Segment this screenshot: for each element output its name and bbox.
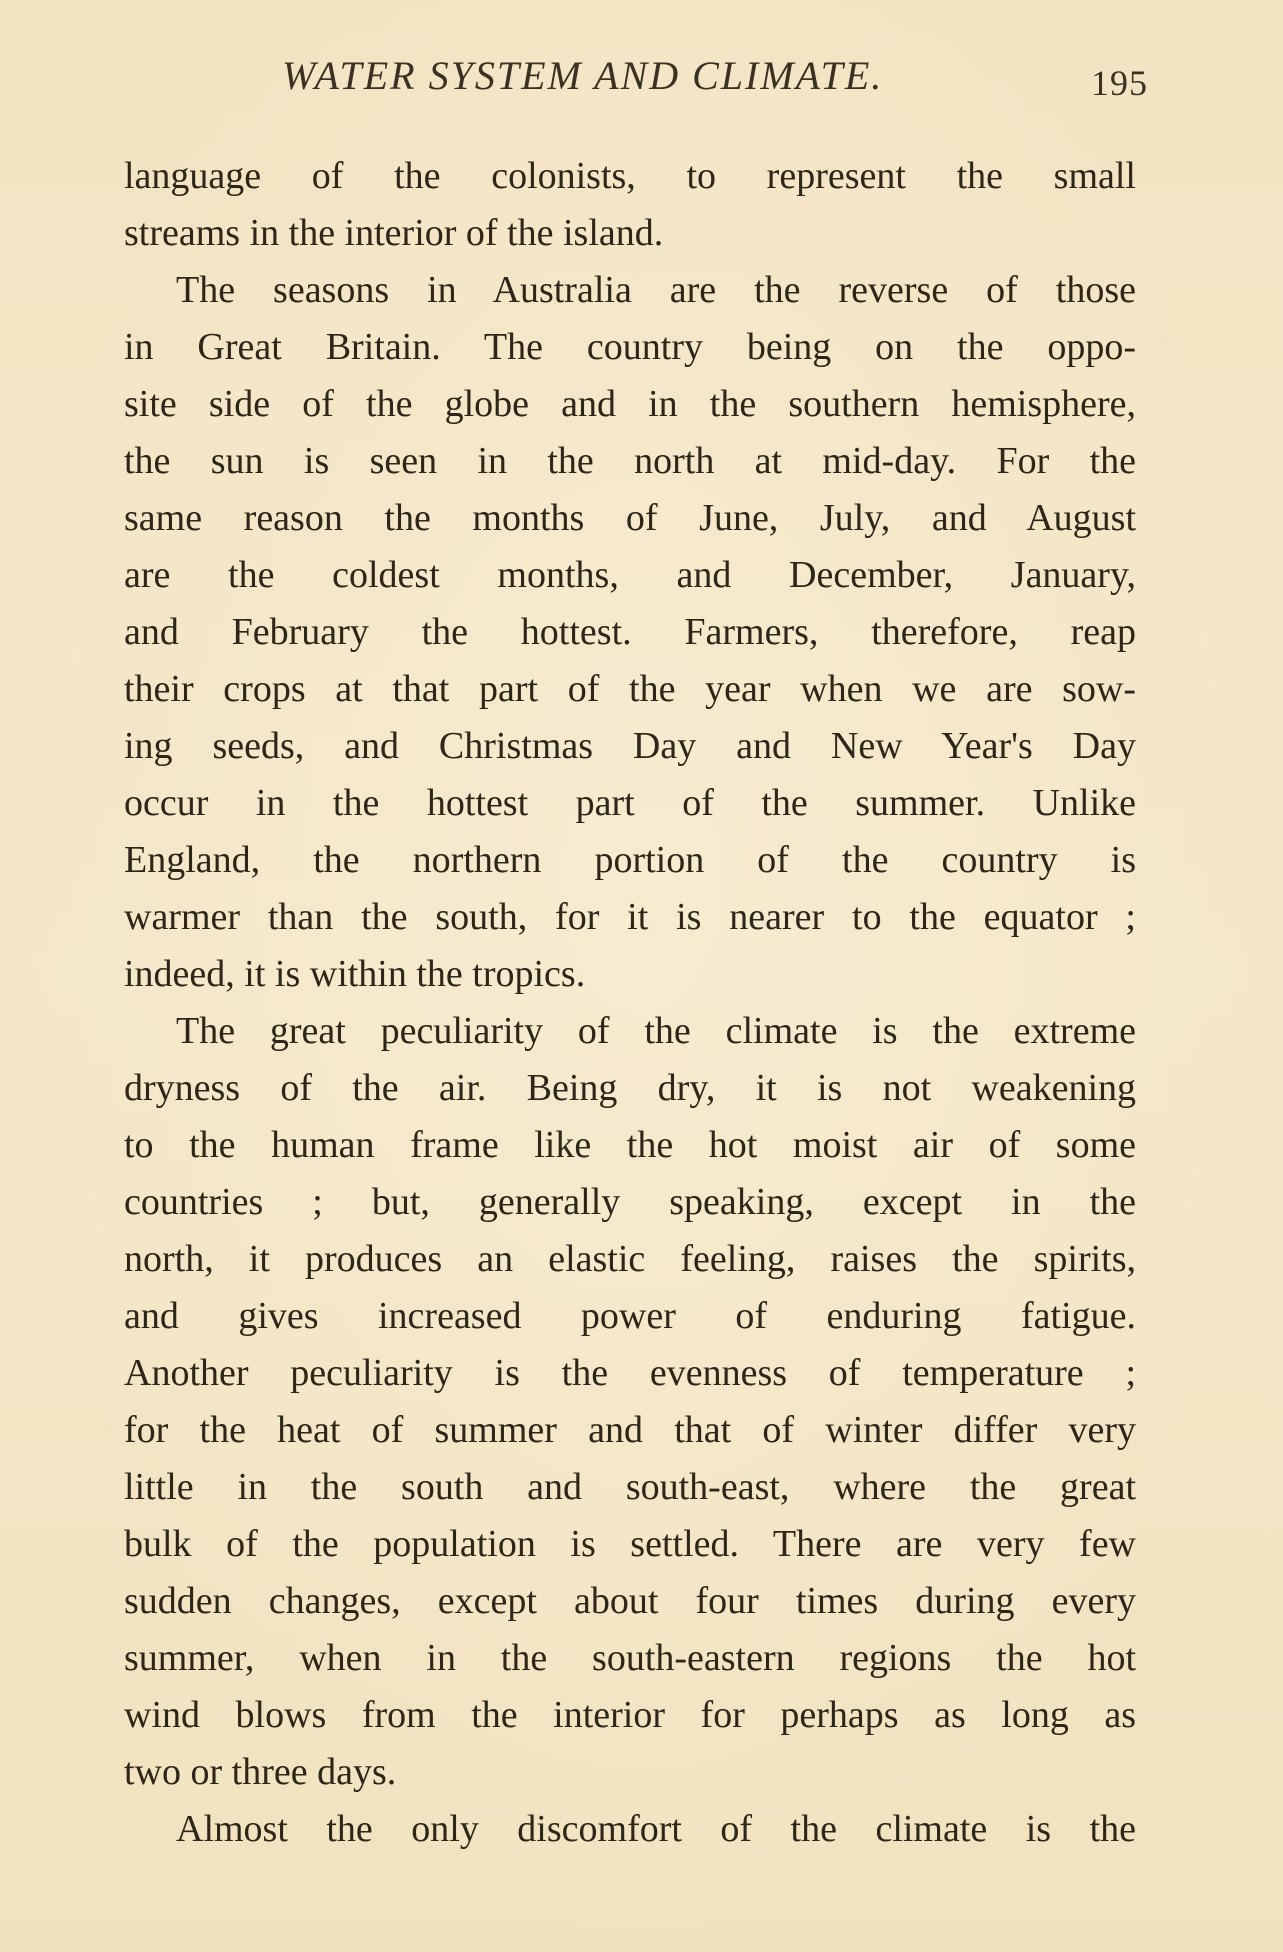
- text-line: bulk of the population is settled. There are very few: [124, 1523, 1136, 1565]
- text-line: same reason the months of June, July, and August: [124, 497, 1136, 539]
- text-line: The great peculiarity of the climate is the extreme: [176, 1010, 1136, 1052]
- text-line: warmer than the south, for it is nearer to the equator ;: [124, 896, 1136, 938]
- text-line: are the coldest months, and December, January,: [124, 554, 1136, 596]
- running-title: WATER SYSTEM AND CLIMATE.: [282, 53, 884, 98]
- text-line: to the human frame like the hot moist air of some: [124, 1124, 1136, 1166]
- text-line: north, it produces an elastic feeling, raises the spirits,: [124, 1238, 1136, 1280]
- text-line: countries ; but, generally speaking, except in the: [124, 1181, 1136, 1223]
- text-line: streams in the interior of the island.: [124, 212, 664, 254]
- text-line: language of the colonists, to represent the small: [124, 155, 1136, 197]
- text-line: wind blows from the interior for perhaps as long as: [124, 1694, 1136, 1736]
- text-line: two or three days.: [124, 1751, 397, 1793]
- text-line: occur in the hottest part of the summer. Unlike: [124, 782, 1136, 824]
- body-text: [124, 148, 1136, 1848]
- text-line: indeed, it is within the tropics.: [124, 953, 586, 995]
- text-line: site side of the globe and in the southern hemisphere,: [124, 383, 1136, 425]
- text-line: in Great Britain. The country being on the oppo-: [124, 326, 1136, 368]
- text-line: England, the northern portion of the country is: [124, 839, 1136, 881]
- text-line: their crops at that part of the year when we are sow-: [124, 668, 1136, 710]
- page-header: [282, 52, 1148, 103]
- text-line: summer, when in the south-eastern regions the hot: [124, 1637, 1136, 1679]
- text-line: and February the hottest. Farmers, therefore, reap: [124, 611, 1136, 653]
- text-line: for the heat of summer and that of winter differ very: [124, 1409, 1136, 1451]
- page-number: 195: [1091, 63, 1148, 103]
- text-line: and gives increased power of enduring fatigue.: [124, 1295, 1136, 1337]
- text-line: Another peculiarity is the evenness of temperature ;: [124, 1352, 1136, 1394]
- text-line: The seasons in Australia are the reverse of those: [176, 269, 1136, 311]
- text-line: dryness of the air. Being dry, it is not weakening: [124, 1067, 1136, 1109]
- text-line: Almost the only discomfort of the climate is the: [176, 1808, 1136, 1850]
- text-line: sudden changes, except about four times during every: [124, 1580, 1136, 1622]
- text-line: little in the south and south-east, where the great: [124, 1466, 1136, 1508]
- text-line: ing seeds, and Christmas Day and New Year's Day: [124, 725, 1136, 767]
- text-line: the sun is seen in the north at mid-day. For the: [124, 440, 1136, 482]
